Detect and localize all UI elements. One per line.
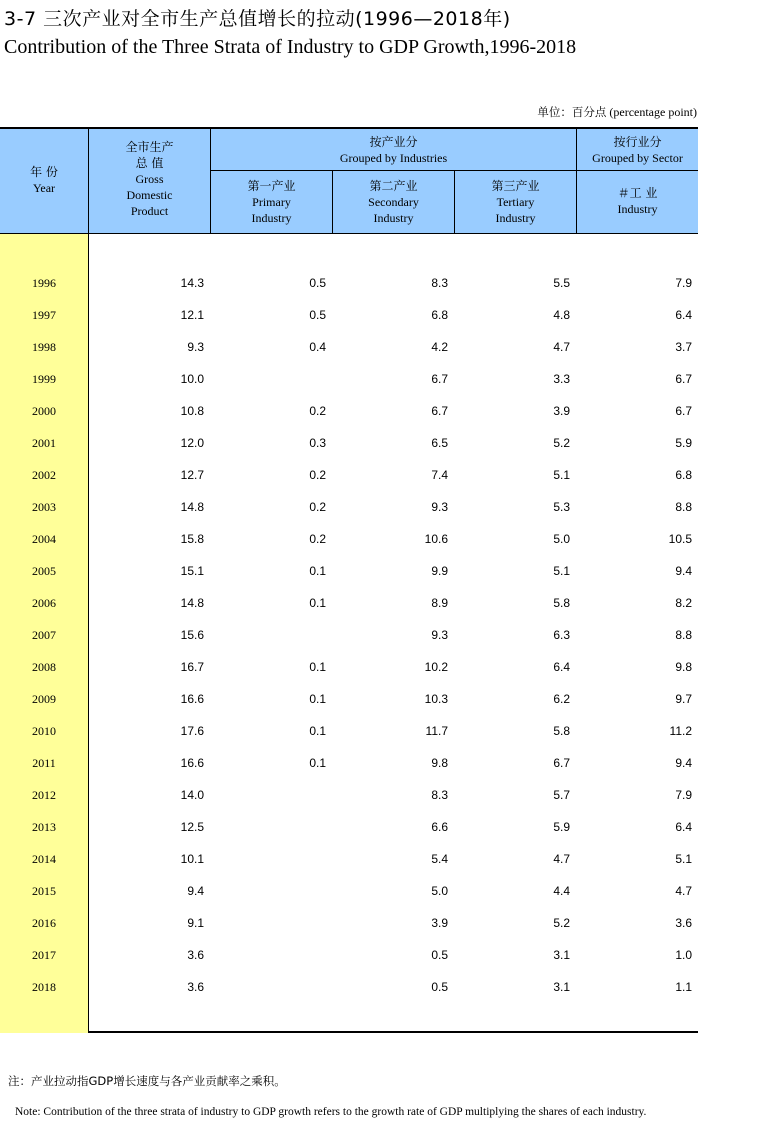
cell-gdp: 3.6 xyxy=(187,980,204,994)
table-row xyxy=(0,555,698,587)
cell-gdp: 12.5 xyxy=(180,820,204,834)
cell-gdp: 12.1 xyxy=(180,308,204,322)
cell-tertiary: 3.3 xyxy=(553,372,570,386)
note-en: Note: Contribution of the three strata of industry to GDP growth refers to the growth rate of GDP multiplying the shares of each industry. xyxy=(15,1106,647,1118)
header-gdp-en3: Product xyxy=(130,204,169,218)
header-secondary-en2: Industry xyxy=(373,211,414,225)
header-tertiary-en1: Tertiary xyxy=(496,195,535,209)
cell-primary: 0.1 xyxy=(309,596,326,610)
cell-industry: 6.7 xyxy=(675,404,692,418)
cell-primary: 0.2 xyxy=(309,404,326,418)
cell-year: 2000 xyxy=(32,404,56,418)
cell-industry: 5.9 xyxy=(675,436,692,450)
header-secondary-cn: 第二产业 xyxy=(369,179,418,193)
cell-industry: 6.8 xyxy=(675,468,692,482)
cell-gdp: 10.8 xyxy=(180,404,204,418)
cell-secondary: 10.6 xyxy=(424,532,448,546)
cell-tertiary: 4.7 xyxy=(553,340,570,354)
cell-year: 2012 xyxy=(32,788,56,802)
header-secondary xyxy=(333,178,454,226)
cell-industry: 10.5 xyxy=(668,532,692,546)
cell-gdp: 14.8 xyxy=(180,596,204,610)
header-gdp-cn2: 总 值 xyxy=(135,156,164,170)
cell-year: 2001 xyxy=(32,436,56,450)
cell-year: 2018 xyxy=(32,980,56,994)
cell-gdp: 12.0 xyxy=(180,436,204,450)
cell-tertiary: 5.8 xyxy=(553,724,570,738)
cell-year: 2011 xyxy=(32,756,56,770)
table-row xyxy=(0,779,698,811)
header-year-en: Year xyxy=(32,181,56,195)
cell-industry: 7.9 xyxy=(675,276,692,290)
cell-secondary: 10.2 xyxy=(424,660,448,674)
cell-industry: 3.7 xyxy=(675,340,692,354)
cell-gdp: 10.1 xyxy=(180,852,204,866)
header-by-industries-en: Grouped by Industries xyxy=(339,151,448,165)
table-row xyxy=(0,363,698,395)
cell-industry: 1.0 xyxy=(675,948,692,962)
cell-year: 1996 xyxy=(32,276,56,290)
table-row xyxy=(0,395,698,427)
cell-year: 2009 xyxy=(32,692,56,706)
cell-tertiary: 5.7 xyxy=(553,788,570,802)
cell-tertiary: 6.2 xyxy=(553,692,570,706)
table-row xyxy=(0,811,698,843)
cell-tertiary: 4.4 xyxy=(553,884,570,898)
cell-year: 1998 xyxy=(32,340,56,354)
table-row xyxy=(0,843,698,875)
header-industry-cn: ＃工 业 xyxy=(617,186,658,200)
cell-industry: 7.9 xyxy=(675,788,692,802)
cell-year: 1997 xyxy=(32,308,56,322)
cell-primary: 0.1 xyxy=(309,564,326,578)
header-by-sector-en: Grouped by Sector xyxy=(592,151,683,165)
cell-tertiary: 3.1 xyxy=(553,948,570,962)
data-table xyxy=(0,127,698,1033)
unit-cn: 单位：百分点 xyxy=(537,105,607,119)
cell-tertiary: 6.3 xyxy=(553,628,570,642)
cell-gdp: 17.6 xyxy=(180,724,204,738)
unit-en: (percentage point) xyxy=(606,105,697,119)
cell-secondary: 7.4 xyxy=(431,468,448,482)
cell-industry: 9.4 xyxy=(675,564,692,578)
table-row xyxy=(0,491,698,523)
cell-year: 1999 xyxy=(32,372,56,386)
table-row xyxy=(0,267,698,299)
cell-year: 2007 xyxy=(32,628,56,642)
cell-industry: 9.8 xyxy=(675,660,692,674)
cell-gdp: 15.8 xyxy=(180,532,204,546)
cell-secondary: 9.3 xyxy=(431,628,448,642)
table-row xyxy=(0,907,698,939)
cell-primary: 0.1 xyxy=(309,660,326,674)
cell-gdp: 9.4 xyxy=(187,884,204,898)
cell-tertiary: 6.7 xyxy=(553,756,570,770)
cell-secondary: 6.7 xyxy=(431,404,448,418)
cell-industry: 11.2 xyxy=(669,724,692,738)
cell-gdp: 16.6 xyxy=(180,756,204,770)
note-cn: 注：产业拉动指GDP增长速度与各产业贡献率之乘积。 xyxy=(8,1074,286,1088)
cell-year: 2002 xyxy=(32,468,56,482)
cell-year: 2017 xyxy=(32,948,56,962)
header-primary xyxy=(211,178,332,226)
table-row xyxy=(0,971,698,1003)
cell-gdp: 14.8 xyxy=(180,500,204,514)
cell-secondary: 6.5 xyxy=(431,436,448,450)
cell-primary: 0.4 xyxy=(309,340,326,354)
cell-primary: 0.1 xyxy=(309,756,326,770)
cell-secondary: 9.8 xyxy=(431,756,448,770)
cell-industry: 3.6 xyxy=(675,916,692,930)
table-row xyxy=(0,299,698,331)
cell-secondary: 8.9 xyxy=(431,596,448,610)
cell-industry: 9.4 xyxy=(675,756,692,770)
cell-gdp: 16.7 xyxy=(180,660,204,674)
cell-tertiary: 6.4 xyxy=(553,660,570,674)
cell-year: 2005 xyxy=(32,564,56,578)
header-by-sector-cn: 按行业分 xyxy=(613,135,662,149)
cell-gdp: 10.0 xyxy=(180,372,204,386)
header-tertiary xyxy=(455,178,576,226)
cell-industry: 8.8 xyxy=(675,500,692,514)
cell-secondary: 6.6 xyxy=(431,820,448,834)
cell-tertiary: 3.9 xyxy=(553,404,570,418)
cell-primary: 0.2 xyxy=(309,468,326,482)
cell-primary: 0.1 xyxy=(309,724,326,738)
cell-gdp: 15.6 xyxy=(180,628,204,642)
cell-primary: 0.2 xyxy=(309,532,326,546)
cell-gdp: 14.0 xyxy=(180,788,204,802)
table-row xyxy=(0,683,698,715)
header-secondary-en1: Secondary xyxy=(368,195,419,209)
table-row xyxy=(0,331,698,363)
cell-secondary: 4.2 xyxy=(431,340,448,354)
cell-year: 2004 xyxy=(32,532,56,546)
header-gdp-en1: Gross xyxy=(135,172,164,186)
cell-gdp: 14.3 xyxy=(180,276,204,290)
cell-gdp: 3.6 xyxy=(187,948,204,962)
cell-secondary: 0.5 xyxy=(431,948,448,962)
table-row xyxy=(0,715,698,747)
header-industry-en: Industry xyxy=(617,202,658,216)
cell-tertiary: 5.9 xyxy=(553,820,570,834)
cell-year: 2016 xyxy=(32,916,56,930)
cell-tertiary: 4.8 xyxy=(553,308,570,322)
cell-gdp: 12.7 xyxy=(180,468,204,482)
cell-gdp: 15.1 xyxy=(180,564,204,578)
cell-tertiary: 5.8 xyxy=(553,596,570,610)
cell-tertiary: 5.3 xyxy=(553,500,570,514)
cell-tertiary: 5.1 xyxy=(553,564,570,578)
cell-industry: 8.2 xyxy=(675,596,692,610)
cell-industry: 6.4 xyxy=(675,820,692,834)
table-title-en: Contribution of the Three Strata of Industry to GDP Growth,1996-2018 xyxy=(4,36,577,58)
cell-secondary: 9.3 xyxy=(431,500,448,514)
cell-tertiary: 3.1 xyxy=(553,980,570,994)
header-gdp-en2: Domestic xyxy=(126,188,173,202)
cell-tertiary: 5.0 xyxy=(553,532,570,546)
cell-tertiary: 5.2 xyxy=(553,436,570,450)
header-primary-en1: Primary xyxy=(252,195,291,209)
cell-secondary: 11.7 xyxy=(425,724,448,738)
header-primary-en2: Industry xyxy=(251,211,292,225)
cell-year: 2013 xyxy=(32,820,56,834)
table-row xyxy=(0,459,698,491)
cell-year: 2010 xyxy=(32,724,56,738)
header-industry xyxy=(577,185,698,217)
cell-primary: 0.1 xyxy=(309,692,326,706)
cell-gdp: 9.1 xyxy=(187,916,204,930)
cell-secondary: 6.7 xyxy=(431,372,448,386)
cell-industry: 1.1 xyxy=(675,980,692,994)
table-row xyxy=(0,939,698,971)
table-row xyxy=(0,651,698,683)
cell-year: 2006 xyxy=(32,596,56,610)
cell-tertiary: 4.7 xyxy=(553,852,570,866)
cell-secondary: 5.4 xyxy=(431,852,448,866)
header-by-industries xyxy=(211,134,576,166)
cell-tertiary: 5.2 xyxy=(553,916,570,930)
cell-year: 2003 xyxy=(32,500,56,514)
cell-secondary: 5.0 xyxy=(431,884,448,898)
cell-gdp: 9.3 xyxy=(187,340,204,354)
cell-year: 2014 xyxy=(32,852,56,866)
header-year-cn: 年 份 xyxy=(30,165,58,179)
cell-secondary: 8.3 xyxy=(431,276,448,290)
table-row xyxy=(0,875,698,907)
table-row xyxy=(0,619,698,651)
cell-primary: 0.5 xyxy=(309,276,326,290)
cell-primary: 0.3 xyxy=(309,436,326,450)
cell-primary: 0.2 xyxy=(309,500,326,514)
cell-secondary: 3.9 xyxy=(431,916,448,930)
cell-industry: 6.4 xyxy=(675,308,692,322)
cell-tertiary: 5.5 xyxy=(553,276,570,290)
cell-primary: 0.5 xyxy=(309,308,326,322)
cell-secondary: 10.3 xyxy=(424,692,448,706)
cell-industry: 6.7 xyxy=(675,372,692,386)
table-row xyxy=(0,427,698,459)
header-gdp-cn1: 全市生产 xyxy=(125,140,174,154)
cell-gdp: 16.6 xyxy=(180,692,204,706)
cell-industry: 4.7 xyxy=(675,884,692,898)
cell-secondary: 8.3 xyxy=(431,788,448,802)
header-year xyxy=(0,164,88,196)
unit-label xyxy=(537,104,697,120)
table-row xyxy=(0,587,698,619)
header-tertiary-en2: Industry xyxy=(495,211,536,225)
cell-secondary: 9.9 xyxy=(431,564,448,578)
header-gdp xyxy=(89,139,210,219)
table-header xyxy=(0,129,698,234)
cell-secondary: 6.8 xyxy=(431,308,448,322)
cell-industry: 5.1 xyxy=(675,852,692,866)
table-row xyxy=(0,747,698,779)
cell-secondary: 0.5 xyxy=(431,980,448,994)
cell-tertiary: 5.1 xyxy=(553,468,570,482)
table-row xyxy=(0,523,698,555)
header-by-sector xyxy=(577,134,698,166)
cell-year: 2015 xyxy=(32,884,56,898)
header-tertiary-cn: 第三产业 xyxy=(491,179,540,193)
cell-year: 2008 xyxy=(32,660,56,674)
header-by-industries-cn: 按产业分 xyxy=(369,135,418,149)
header-primary-cn: 第一产业 xyxy=(247,179,296,193)
cell-industry: 9.7 xyxy=(675,692,692,706)
cell-industry: 8.8 xyxy=(675,628,692,642)
table-title-cn: 3-7 三次产业对全市生产总值增长的拉动(1996—2018年) xyxy=(4,8,511,30)
